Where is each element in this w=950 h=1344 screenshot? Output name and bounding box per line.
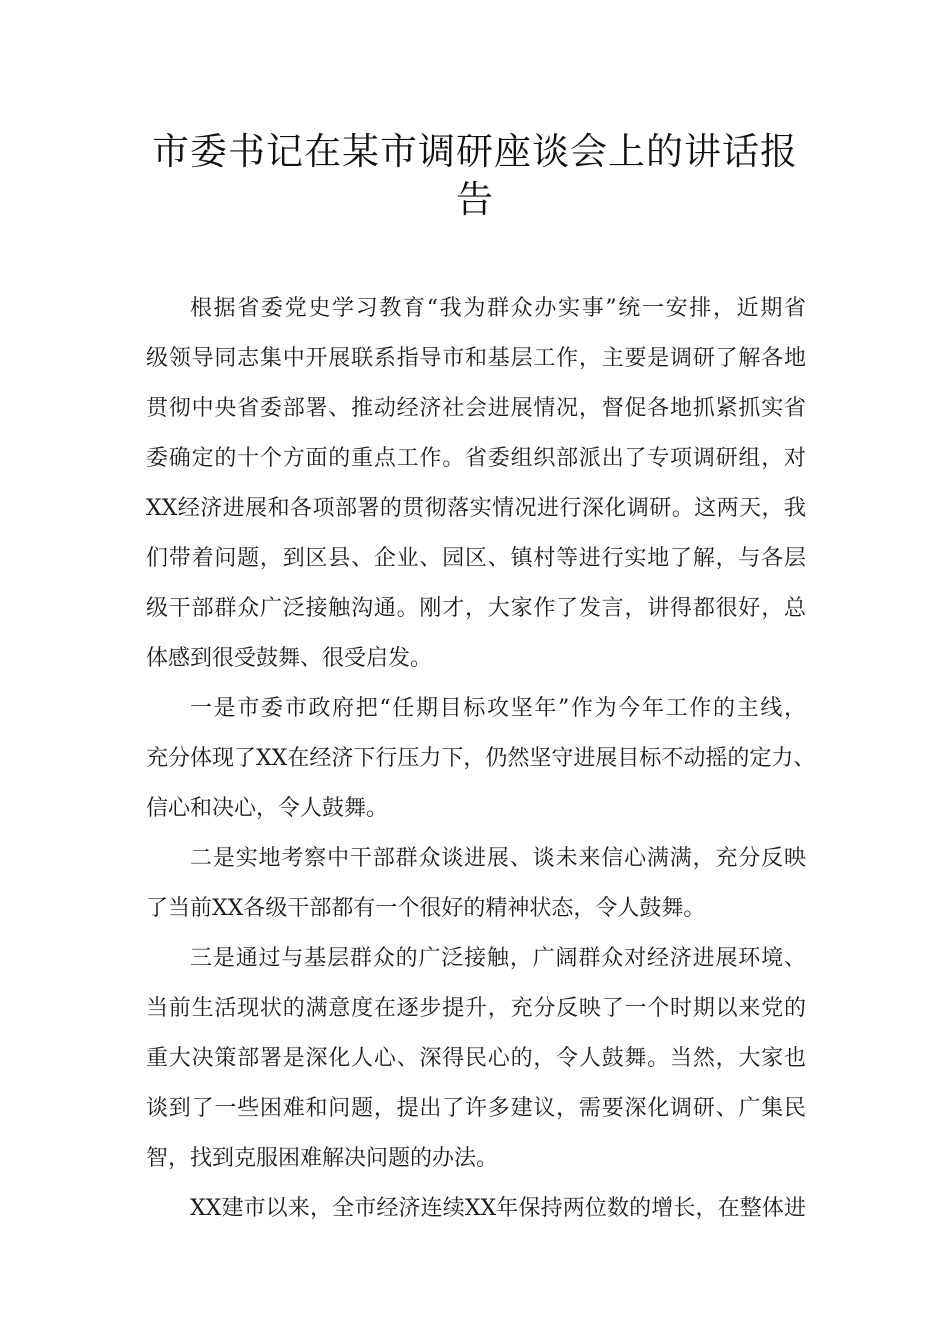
body-line: 重大决策部署是深化人心、深得民心的，令人鼓舞。当然，大家也 <box>146 1046 806 1071</box>
document-body <box>146 284 816 1234</box>
body-line: 智，找到克服困难解决问题的办法。 <box>146 1146 499 1171</box>
body-line: 级干部群众广泛接触沟通。刚才，大家作了发言，讲得都很好，总 <box>146 596 806 621</box>
body-line: 充分体现了XX在经济下行压力下，仍然坚守进展目标不动摇的定力、 <box>146 746 816 771</box>
body-line: 委确定的十个方面的重点工作。省委组织部派出了专项调研组，对 <box>146 446 806 471</box>
title-line: 市委书记在某市调研座谈会上的讲话报 <box>152 130 798 173</box>
body-line: 体感到很受鼓舞、很受启发。 <box>146 646 433 671</box>
body-line: 一是市委市政府把“任期目标攻坚年”作为今年工作的主线， <box>190 696 806 721</box>
document-title <box>120 128 830 224</box>
body-line: 三是通过与基层群众的广泛接触，广阔群众对经济进展环境、 <box>190 946 806 971</box>
body-line: 们带着问题，到区县、企业、园区、镇村等进行实地了解，与各层 <box>146 546 806 571</box>
body-line: 根据省委党史学习教育“我为群众办实事”统一安排，近期省 <box>190 296 806 321</box>
body-line: 信心和决心，令人鼓舞。 <box>146 796 389 821</box>
body-line: 了当前XX各级干部都有一个很好的精神状态，令人鼓舞。 <box>146 896 706 921</box>
body-line: XX经济进展和各项部署的贯彻落实情况进行深化调研。这两天，我 <box>146 496 806 521</box>
body-line: 当前生活现状的满意度在逐步提升，充分反映了一个时期以来党的 <box>146 996 806 1021</box>
body-line: 谈到了一些困难和问题，提出了许多建议，需要深化调研、广集民 <box>146 1096 806 1121</box>
body-line: 二是实地考察中干部群众谈进展、谈未来信心满满，充分反映 <box>190 846 806 871</box>
title-line: 告 <box>456 178 494 221</box>
body-line: XX建市以来，全市经济连续XX年保持两位数的增长，在整体进 <box>190 1196 806 1221</box>
body-line: 级领导同志集中开展联系指导市和基层工作，主要是调研了解各地 <box>146 346 806 371</box>
body-line: 贯彻中央省委部署、推动经济社会进展情况，督促各地抓紧抓实省 <box>146 396 806 421</box>
